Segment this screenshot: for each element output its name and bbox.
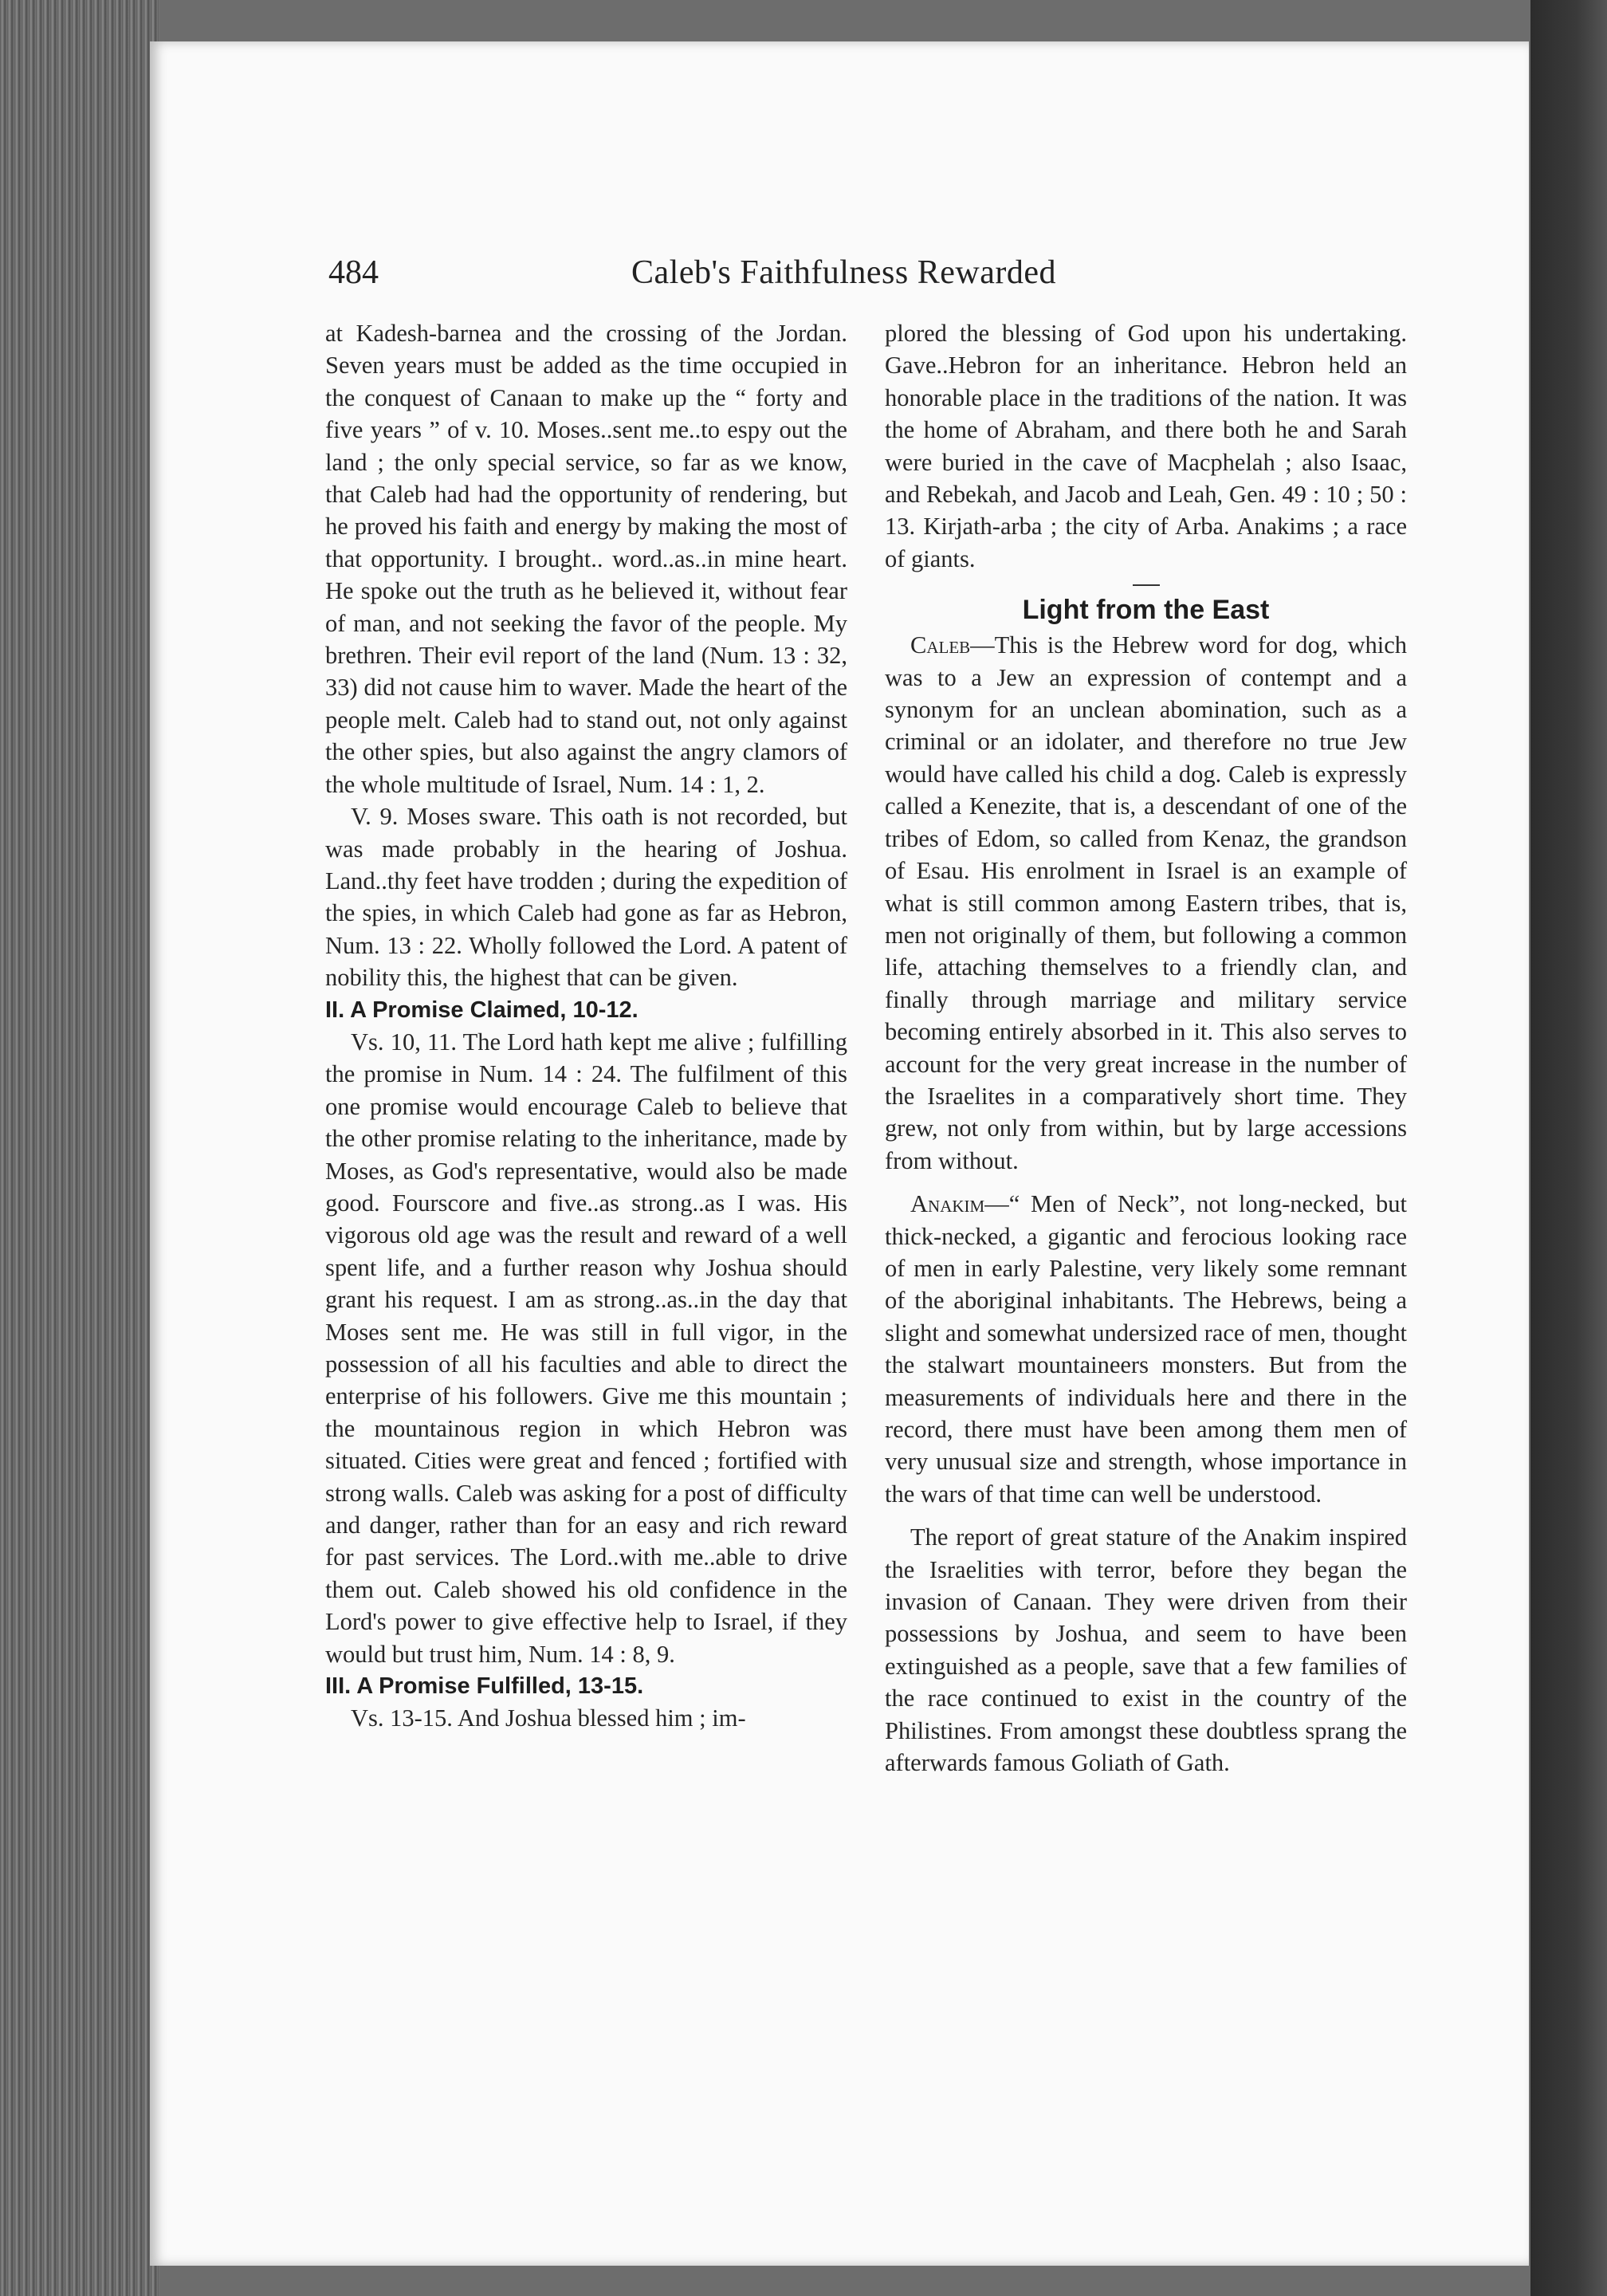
body-paragraph: at Kadesh-barnea and the crossing of the Jordan. Seven years must be added as the time occupied in the conquest of Canaan to make up the “ forty and five years ” of v. 10. Moses..sent me..to espy out the land ; the only special service, so far as we know, that Caleb had had the opportunity of rendering, but he proved his faith and energy by making the most of that opportunity. I brought.. word..as..in mine heart. He spoke out the truth as he believed it, without fear of man, and not seeking the favor of the people. My brethren. Their evil report of the land (Num. 13 : 32, 33) did not cause him to waver. Made the heart of the people melt. Caleb had to stand out, not only against the other spies, but also against the angry clamors of the whole multitude of Israel, Num. 14 : 1, 2.: [325, 320, 847, 798]
right-column: [885, 317, 1407, 1779]
page-number: 484: [328, 254, 379, 291]
book-page-edges: [0, 0, 159, 2296]
box-title: Light from the East: [1022, 595, 1270, 626]
anakim-term: Anakim: [910, 1190, 985, 1218]
anakim-paragraph: [885, 1188, 1407, 1510]
page-header: [328, 254, 1468, 301]
anakim-text: —“ Men of Neck”, not long-necked, but thick-necked, a gigantic and ferocious looking race of men in early Palestine, very likely some remnant of the aboriginal inhabitants. The Hebrews, being a slight and somewhat undersized race of men, thought the stalwart mountaineers monsters. But from the measurements of individuals here and there in the record, there must have been among them men of very unusual size and strength, whose importance in the wars of that time can well be understood.: [885, 1190, 1407, 1508]
body-paragraph: plored the blessing of God upon his undertaking. Gave..Hebron for an inheritance. Hebron held an honorable place in the traditions of the nation. It was the home of Abraham, and there both he and Sarah were buried in the cave of Macphelah ; also Isaac, and Rebekah, and Jacob and Leah, Gen. 49 : 10 ; 50 : 13. Kirjath-arba ; the city of Arba. Anakims ; a race of giants.: [885, 320, 1407, 572]
running-title: Caleb's Faithfulness Rewarded: [631, 254, 1056, 291]
section-heading: III. A Promise Fulfilled, 13-15.: [325, 1673, 644, 1700]
caleb-term: Caleb: [910, 631, 971, 659]
body-paragraph: The report of great stature of the Anakim inspired the Israelities with terror, before they began the invasion of Canaan. They were driven from their possessions by Joshua, and seem to have been extinguished as a people, save that a few families of the race continued to exist in the country of the Philistines. From amongst these doubtless sprang the afterwards famous Goliath of Gath.: [885, 1523, 1407, 1777]
body-paragraph: Vs. 13-15. And Joshua blessed him ; im-: [351, 1704, 746, 1732]
section-heading: II. A Promise Claimed, 10-12.: [325, 997, 638, 1023]
caleb-text: —This is the Hebrew word for dog, which was to a Jew an expression of contempt and a synonym for an unclean abomination, such as a criminal or an idolater, and therefore no true Jew would have called his child a dog. Caleb is expressly called a Kenezite, that is, a descendant of one of the tribes of Edom, so called from Kenaz, the grandson of Esau. His enrolment in Israel is an example of what is still common among Eastern tribes, that is, men not originally of them, but following a common life, attaching themselves to a friendly clan, and finally through marriage and military service becoming entirely absorbed in it. This also serves to account for the very great increase in the number of the Israelites in a comparatively short time. They grew, not only from within, but by large accessions from without.: [885, 631, 1407, 1174]
body-paragraph: Vs. 10, 11. The Lord hath kept me alive ; fulfilling the promise in Num. 14 : 24. The fulfilment of this one promise would encourage Caleb to believe that the other promise relating to the inheritance, made by Moses, as God's representative, would also be made good. Fourscore and five..as strong..as I was. His vigorous old age was the result and reward of a well spent life, and a further reason why Joshua should grant his request. I am as strong..as..in the day that Moses sent me. He was still in full vigor, in the possession of all his faculties and able to direct the enterprise of his followers. Give me this mountain ; the mountainous region in which Hebron was situated. Cities were great and fenced ; fortified with strong walls. Caleb was asking for a post of difficulty and danger, rather than for an easy and rich reward for past services. The Lord..with me..able to drive them out. Caleb showed his old confidence in the Lord's power to give effective help to Israel, if they would but trust him, Num. 14 : 8, 9.: [325, 1028, 847, 1668]
left-column: [325, 317, 847, 1735]
caleb-paragraph: [885, 629, 1407, 1177]
paragraph-gap: [885, 1177, 1407, 1188]
facing-page-edge: [1530, 0, 1607, 2296]
body-paragraph: V. 9. Moses sware. This oath is not recorded, but was made probably in the hearing of Joshua. Land..thy feet have trodden ; during the expedition of the spies, in which Caleb had gone as far as Hebron, Num. 13 : 22. Wholly followed the Lord. A patent of nobility this, the highest that can be given.: [325, 803, 847, 992]
section-divider: [1133, 584, 1160, 586]
paragraph-gap: [885, 1510, 1407, 1521]
